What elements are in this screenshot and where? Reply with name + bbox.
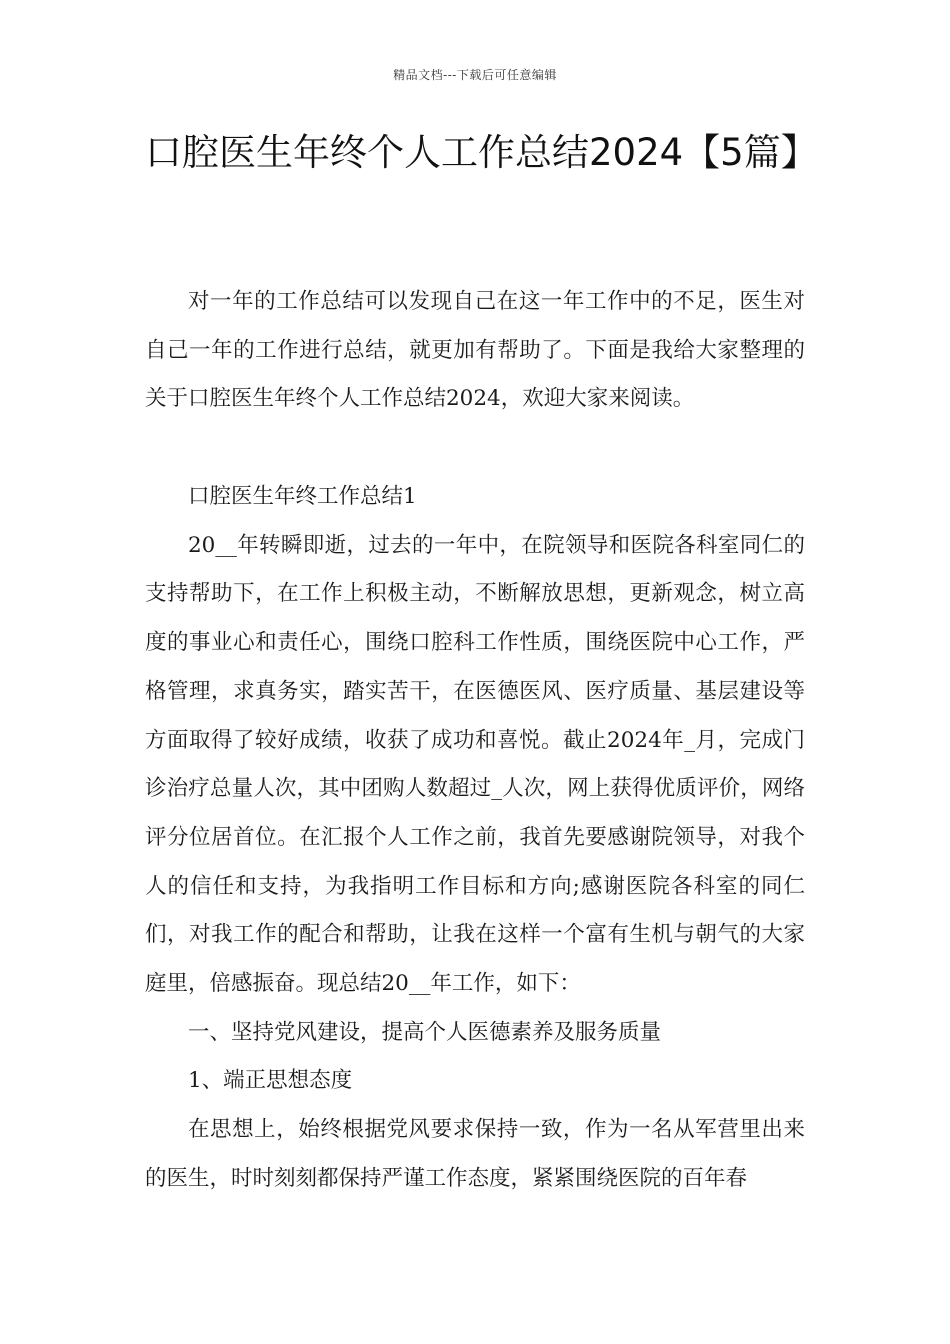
section-heading: 口腔医生年终工作总结1 — [188, 484, 417, 509]
body-paragraph: 在思想上，始终根据党风要求保持一致，作为一名从军营里出来的医生，时时刻刻都保持严谨工作态度，紧紧围绕医院的百年春 — [145, 1117, 805, 1191]
summary-section — [145, 473, 805, 1204]
intro-section — [145, 278, 805, 424]
item-heading: 一、坚持党风建设，提高个人医德素养及服务质量 — [188, 1019, 662, 1045]
body-paragraph: 20__年转瞬即逝，过去的一年中，在院领导和医院各科室同仁的支持帮助下，在工作上积极主动，不断解放思想，更新观念，树立高度的事业心和责任心，围绕口腔科工作性质，围绕医院中心工作，严格管理，求真务实，踏实苦干，在医德医风、医疗质量、基层建设等方面取得了较好成绩，收获了成功和喜悦。截止2024年_月，完成门诊治疗总量人次，其中团购人数超过_人次，网上获得优质评价，网络评分位居首位。在汇报个人工作之前，我首先要感谢院领导，对我个人的信任和支持，为我指明工作目标和方向;感谢医院各科室的同仁们，对我工作的配合和帮助，让我在这样一个富有生机与朝气的大家庭里，倍感振奋。现总结20__年工作，如下： — [145, 532, 805, 997]
page-header-note: 精品文档---下载后可任意编辑 — [393, 68, 557, 82]
sub-heading: 1、端正思想态度 — [188, 1068, 353, 1094]
intro-paragraph: 对一年的工作总结可以发现自己在这一年工作中的不足，医生对自己一年的工作进行总结，就更加有帮助了。下面是我给大家整理的关于口腔医生年终个人工作总结2024，欢迎大家来阅读。 — [145, 289, 805, 412]
document-title: 口腔医生年终个人工作总结2024【5篇】 — [145, 131, 818, 174]
